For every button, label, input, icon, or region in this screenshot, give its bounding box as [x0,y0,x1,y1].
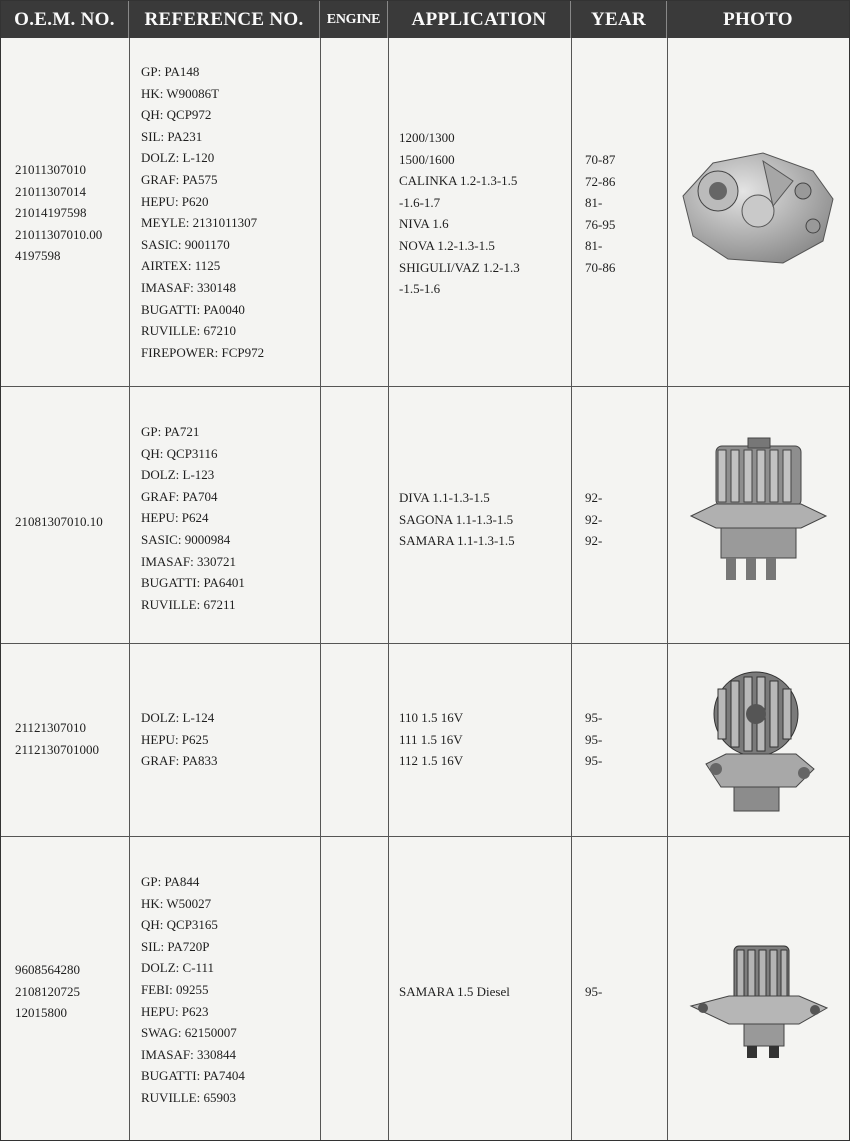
header-application: APPLICATION [388,1,571,38]
reference-item: RUVILLE: 67211 [141,596,236,612]
table-header [1,1,849,38]
application-item: SHIGULI/VAZ 1.2-1.3 [399,259,520,275]
year-item: 76-95 [585,216,616,232]
reference-item: SASIC: 9000984 [141,531,231,547]
oem-number: 21014197598 [15,205,87,221]
application-cell [399,127,520,300]
reference-item: RUVILLE: 67210 [141,323,236,339]
year-cell [585,707,602,772]
reference-item: GRAF: PA833 [141,753,218,769]
grid-line [320,38,321,1140]
grid-line [129,38,130,1140]
reference-item: SASIC: 9001170 [141,236,230,252]
reference-cell [141,707,217,772]
reference-cell [141,871,245,1109]
reference-item: IMASAF: 330721 [141,553,236,569]
reference-item: DOLZ: L-124 [141,710,215,725]
reference-item: BUGATTI: PA6401 [141,575,245,591]
reference-item: GRAF: PA704 [141,488,218,504]
oem-number: 21081307010.10 [15,514,103,529]
reference-item: HK: W50027 [141,895,212,911]
reference-item: SIL: PA720P [141,938,210,954]
application-item: -1.6-1.7 [399,194,441,210]
application-item: DIVA 1.1-1.3-1.5 [399,490,490,505]
reference-item: DOLZ: C-111 [141,960,215,976]
application-item: NIVA 1.6 [399,216,449,232]
reference-cell [141,421,245,615]
reference-item: QH: QCP972 [141,107,212,123]
oem-number: 21011307014 [15,183,87,199]
reference-item: SWAG: 62150007 [141,1025,237,1041]
row-divider [1,643,849,644]
oem-number: 9608564280 [15,962,80,977]
oem-number: 21011307010 [15,162,87,177]
reference-item: GP: PA721 [141,424,200,439]
oem-cell [15,959,80,1024]
year-item: 81- [585,238,603,254]
application-cell [399,707,463,772]
oem-cell [15,511,103,533]
reference-item: BUGATTI: PA0040 [141,301,245,317]
reference-item: GP: PA844 [141,874,200,889]
reference-item: IMASAF: 330148 [141,279,236,295]
application-item: 112 1.5 16V [399,753,464,769]
reference-item: HEPU: P620 [141,193,209,209]
row-divider [1,386,849,387]
year-item: 95- [585,753,603,769]
oem-number: 12015800 [15,1005,67,1021]
water-pump-photo [696,669,821,824]
application-item: SAMARA 1.5 Diesel [399,984,510,999]
reference-item: DOLZ: L-120 [141,150,215,166]
water-pump-photo [686,436,831,591]
application-item: 111 1.5 16V [399,731,463,747]
reference-item: BUGATTI: PA7404 [141,1068,245,1084]
reference-item: HK: W90086T [141,85,220,101]
year-item: 70-86 [585,259,616,275]
reference-item: RUVILLE: 65903 [141,1089,236,1105]
application-cell [399,981,510,1003]
grid-line [388,38,389,1140]
year-item: 92- [585,490,603,505]
oem-number: 2112130701000 [15,741,100,757]
grid-line [571,38,572,1140]
reference-item: MEYLE: 2131011307 [141,215,258,231]
header-engine: ENGINE [320,1,388,38]
year-item: 72-86 [585,173,616,189]
reference-cell [141,61,264,363]
reference-item: FEBI: 09255 [141,981,209,997]
reference-item: GP: PA148 [141,64,200,79]
oem-cell [15,159,102,267]
application-item: 1200/1300 [399,130,455,145]
application-item: 1500/1600 [399,151,455,167]
reference-item: AIRTEX: 1125 [141,258,221,274]
oem-number: 21121307010 [15,720,87,735]
grid-line [667,38,668,1140]
reference-item: GRAF: PA575 [141,171,218,187]
reference-item: QH: QCP3165 [141,917,218,933]
application-item: SAMARA 1.1-1.3-1.5 [399,533,515,549]
application-item: SAGONA 1.1-1.3-1.5 [399,511,514,527]
year-item: 95- [585,731,603,747]
header-year: YEAR [571,1,667,38]
row-divider [1,836,849,837]
application-cell [399,487,515,552]
reference-item: DOLZ: L-123 [141,467,215,483]
year-item: 95- [585,984,603,999]
oem-number: 21011307010.00 [15,226,103,242]
year-item: 92- [585,511,603,527]
year-item: 81- [585,195,603,211]
oem-cell [15,717,99,760]
oem-number: 2108120725 [15,983,80,999]
year-cell [585,487,602,552]
year-item: 70-87 [585,152,616,167]
water-pump-photo [673,141,843,276]
reference-item: HEPU: P625 [141,731,209,747]
oem-number: 4197598 [15,248,61,264]
reference-item: IMASAF: 330844 [141,1046,236,1062]
reference-item: HEPU: P624 [141,510,209,526]
application-item: CALINKA 1.2-1.3-1.5 [399,173,518,189]
year-cell [585,149,615,279]
application-item: 110 1.5 16V [399,710,464,725]
header-oem: O.E.M. NO. [1,1,129,38]
application-item: NOVA 1.2-1.3-1.5 [399,237,495,253]
year-item: 95- [585,710,603,725]
year-item: 92- [585,533,603,549]
water-pump-photo [689,936,829,1066]
year-cell [585,981,602,1003]
reference-item: FIREPOWER: FCP972 [141,344,265,360]
reference-item: HEPU: P623 [141,1003,209,1019]
header-reference: REFERENCE NO. [129,1,320,38]
header-photo: PHOTO [723,8,793,30]
reference-item: QH: QCP3116 [141,445,218,461]
application-item: -1.5-1.6 [399,281,441,297]
reference-item: SIL: PA231 [141,128,203,144]
